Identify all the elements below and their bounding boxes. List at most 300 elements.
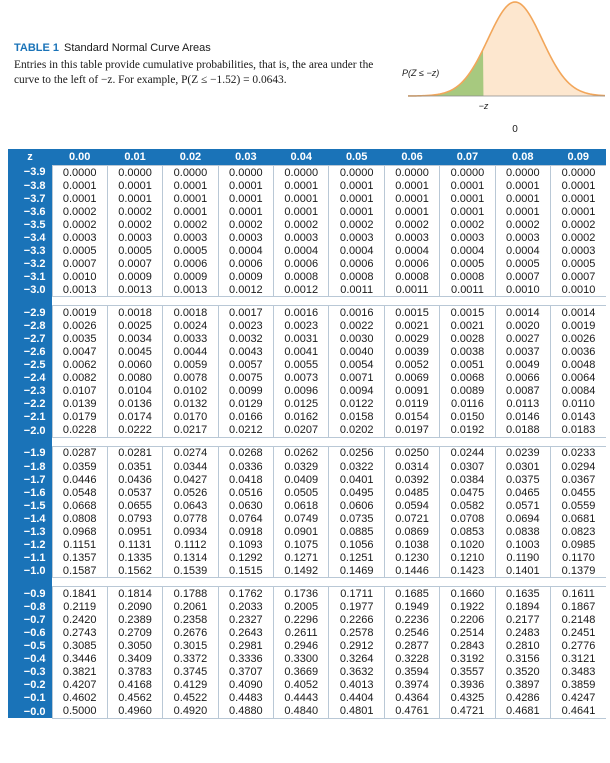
probability-cell: 0.1020 (440, 538, 495, 551)
probability-cell: 0.0885 (329, 525, 384, 538)
probability-cell: 0.0001 (218, 179, 273, 192)
probability-cell: 0.3300 (274, 653, 329, 666)
probability-cell: 0.0027 (495, 333, 550, 346)
probability-cell: 0.0031 (274, 333, 329, 346)
probability-cell: 0.2266 (329, 614, 384, 627)
table-label: TABLE 1 (14, 42, 60, 54)
probability-cell: 0.1711 (329, 587, 384, 601)
probability-cell: 0.0446 (52, 473, 107, 486)
probability-cell: 0.0038 (440, 346, 495, 359)
probability-cell: 0.0008 (384, 270, 439, 283)
z-value: −0.7 (8, 614, 52, 627)
probability-cell: 0.0007 (495, 270, 550, 283)
probability-cell: 0.4641 (551, 705, 606, 719)
probability-cell: 0.0143 (551, 411, 606, 424)
probability-cell: 0.0002 (218, 218, 273, 231)
probability-cell: 0.3085 (52, 640, 107, 653)
z-value: −2.5 (8, 359, 52, 372)
probability-cell: 0.0166 (218, 411, 273, 424)
probability-cell: 0.0039 (384, 346, 439, 359)
probability-cell: 0.2090 (107, 600, 162, 613)
probability-cell: 0.4247 (551, 692, 606, 705)
probability-cell: 0.5000 (52, 705, 107, 719)
probability-cell: 0.1075 (274, 538, 329, 551)
probability-cell: 0.4129 (163, 679, 218, 692)
probability-cell: 0.0485 (384, 486, 439, 499)
neg-z-label: −z (478, 101, 489, 111)
probability-cell: 0.1685 (384, 587, 439, 601)
probability-cell: 0.0082 (52, 372, 107, 385)
probability-cell: 0.2061 (163, 600, 218, 613)
z-value: −3.3 (8, 244, 52, 257)
probability-cell: 0.1379 (551, 564, 606, 578)
probability-cell: 0.0001 (329, 205, 384, 218)
probability-cell: 0.0018 (163, 306, 218, 320)
probability-cell: 0.0004 (218, 244, 273, 257)
probability-cell: 0.0006 (218, 257, 273, 270)
probability-cell: 0.0262 (274, 446, 329, 460)
probability-cell: 0.0681 (551, 512, 606, 525)
probability-cell: 0.2776 (551, 640, 606, 653)
probability-cell: 0.0571 (495, 499, 550, 512)
probability-cell: 0.0287 (52, 446, 107, 460)
probability-cell: 0.2578 (329, 627, 384, 640)
probability-cell: 0.0294 (551, 460, 606, 473)
probability-cell: 0.2119 (52, 600, 107, 613)
probability-cell: 0.0113 (495, 398, 550, 411)
probability-cell: 0.0066 (495, 372, 550, 385)
probability-cell: 0.0024 (163, 320, 218, 333)
probability-cell: 0.0146 (495, 411, 550, 424)
probability-cell: 0.0044 (163, 346, 218, 359)
probability-cell: 0.0139 (52, 398, 107, 411)
probability-cell: 0.0054 (329, 359, 384, 372)
probability-cell: 0.0033 (163, 333, 218, 346)
probability-cell: 0.1401 (495, 564, 550, 578)
column-header: 0.04 (274, 149, 329, 166)
probability-cell: 0.1841 (52, 587, 107, 601)
table-row (8, 306, 606, 320)
probability-cell: 0.0011 (440, 283, 495, 297)
probability-cell: 0.4761 (384, 705, 439, 719)
z-value: −0.0 (8, 705, 52, 719)
table-row (8, 257, 606, 270)
column-header: 0.03 (218, 149, 273, 166)
probability-cell: 0.0001 (384, 205, 439, 218)
probability-cell: 0.0001 (163, 179, 218, 192)
probability-cell: 0.0000 (440, 166, 495, 180)
probability-cell: 0.1003 (495, 538, 550, 551)
z-value: −3.7 (8, 192, 52, 205)
probability-cell: 0.0708 (440, 512, 495, 525)
table-row (8, 270, 606, 283)
probability-cell: 0.0001 (218, 192, 273, 205)
probability-cell: 0.1660 (440, 587, 495, 601)
column-header: 0.01 (107, 149, 162, 166)
probability-cell: 0.0002 (107, 205, 162, 218)
probability-cell: 0.2483 (495, 627, 550, 640)
probability-cell: 0.0256 (329, 446, 384, 460)
probability-cell: 0.1335 (107, 551, 162, 564)
z-value: −3.0 (8, 283, 52, 297)
z-value: −3.9 (8, 166, 52, 180)
separator-cell (8, 578, 52, 587)
probability-cell: 0.1230 (384, 551, 439, 564)
probability-cell: 0.2327 (218, 614, 273, 627)
z-value: −1.0 (8, 564, 52, 578)
probability-cell: 0.0838 (495, 525, 550, 538)
table-row (8, 564, 606, 578)
probability-cell: 0.1038 (384, 538, 439, 551)
probability-cell: 0.0606 (329, 499, 384, 512)
table-row (8, 473, 606, 486)
probability-cell: 0.0735 (329, 512, 384, 525)
probability-cell: 0.2296 (274, 614, 329, 627)
probability-cell: 0.1539 (163, 564, 218, 578)
probability-cell: 0.0009 (107, 270, 162, 283)
probability-cell: 0.0003 (384, 231, 439, 244)
column-header-row (8, 149, 606, 166)
probability-cell: 0.0869 (384, 525, 439, 538)
probability-cell: 0.0384 (440, 473, 495, 486)
table-row (8, 653, 606, 666)
probability-cell: 0.0918 (218, 525, 273, 538)
probability-cell: 0.2148 (551, 614, 606, 627)
table-row (8, 627, 606, 640)
probability-cell: 0.0022 (329, 320, 384, 333)
probability-cell: 0.0001 (551, 179, 606, 192)
z-value: −3.2 (8, 257, 52, 270)
probability-cell: 0.0015 (384, 306, 439, 320)
probability-cell: 0.0823 (551, 525, 606, 538)
z-value: −2.9 (8, 306, 52, 320)
probability-cell: 0.0764 (218, 512, 273, 525)
probability-cell: 0.1949 (384, 600, 439, 613)
z-value: −1.2 (8, 538, 52, 551)
probability-cell: 0.4483 (218, 692, 273, 705)
probability-cell: 0.0336 (218, 460, 273, 473)
probability-cell: 0.3745 (163, 666, 218, 679)
probability-cell: 0.0071 (329, 372, 384, 385)
probability-cell: 0.3336 (218, 653, 273, 666)
probability-cell: 0.0004 (329, 244, 384, 257)
probability-cell: 0.0051 (440, 359, 495, 372)
column-header: 0.08 (495, 149, 550, 166)
probability-cell: 0.0001 (440, 205, 495, 218)
probability-cell: 0.0001 (274, 192, 329, 205)
probability-cell: 0.0001 (440, 179, 495, 192)
probability-cell: 0.0049 (495, 359, 550, 372)
probability-cell: 0.0778 (163, 512, 218, 525)
probability-cell: 0.0694 (495, 512, 550, 525)
z-value: −0.3 (8, 666, 52, 679)
probability-cell: 0.0010 (495, 283, 550, 297)
probability-cell: 0.2033 (218, 600, 273, 613)
z-column-header: z (8, 149, 52, 166)
probability-cell: 0.0001 (551, 192, 606, 205)
probability-cell: 0.1736 (274, 587, 329, 601)
probability-cell: 0.4168 (107, 679, 162, 692)
probability-cell: 0.0015 (440, 306, 495, 320)
probability-cell: 0.0436 (107, 473, 162, 486)
probability-cell: 0.1151 (52, 538, 107, 551)
probability-cell: 0.0537 (107, 486, 162, 499)
probability-cell: 0.0003 (218, 231, 273, 244)
probability-cell: 0.0655 (107, 499, 162, 512)
probability-cell: 0.0052 (384, 359, 439, 372)
probability-cell: 0.0001 (384, 192, 439, 205)
probability-cell: 0.0192 (440, 424, 495, 438)
table-row (8, 460, 606, 473)
probability-cell: 0.3015 (163, 640, 218, 653)
probability-cell: 0.3264 (329, 653, 384, 666)
probability-cell: 0.0001 (274, 179, 329, 192)
probability-cell: 0.0119 (384, 398, 439, 411)
probability-cell: 0.0002 (495, 218, 550, 231)
probability-cell: 0.0104 (107, 385, 162, 398)
separator-cell (52, 578, 606, 587)
probability-cell: 0.2389 (107, 614, 162, 627)
probability-cell: 0.0107 (52, 385, 107, 398)
probability-cell: 0.0162 (274, 411, 329, 424)
probability-cell: 0.0314 (384, 460, 439, 473)
probability-cell: 0.3859 (551, 679, 606, 692)
probability-cell: 0.0005 (163, 244, 218, 257)
probability-cell: 0.0001 (440, 192, 495, 205)
probability-cell: 0.0010 (551, 283, 606, 297)
probability-cell: 0.0150 (440, 411, 495, 424)
probability-cell: 0.4443 (274, 692, 329, 705)
probability-cell: 0.0125 (274, 398, 329, 411)
table-row (8, 486, 606, 499)
probability-cell: 0.0274 (163, 446, 218, 460)
probability-cell: 0.0043 (218, 346, 273, 359)
probability-cell: 0.4325 (440, 692, 495, 705)
probability-cell: 0.1788 (163, 587, 218, 601)
probability-cell: 0.0003 (163, 231, 218, 244)
probability-cell: 0.1515 (218, 564, 273, 578)
probability-cell: 0.3632 (329, 666, 384, 679)
group-separator (8, 437, 606, 446)
probability-cell: 0.0582 (440, 499, 495, 512)
probability-cell: 0.0012 (274, 283, 329, 297)
probability-cell: 0.3192 (440, 653, 495, 666)
probability-cell: 0.0018 (107, 306, 162, 320)
probability-cell: 0.0008 (329, 270, 384, 283)
table-row (8, 244, 606, 257)
probability-cell: 0.2676 (163, 627, 218, 640)
probability-cell: 0.4404 (329, 692, 384, 705)
z-value: −1.8 (8, 460, 52, 473)
probability-cell: 0.0057 (218, 359, 273, 372)
probability-cell: 0.2206 (440, 614, 495, 627)
probability-cell: 0.1131 (107, 538, 162, 551)
probability-cell: 0.1170 (551, 551, 606, 564)
probability-cell: 0.0002 (163, 218, 218, 231)
probability-cell: 0.0025 (107, 320, 162, 333)
probability-cell: 0.0392 (384, 473, 439, 486)
probability-cell: 0.1894 (495, 600, 550, 613)
probability-cell: 0.0268 (218, 446, 273, 460)
probability-cell: 0.3050 (107, 640, 162, 653)
probability-cell: 0.1635 (495, 587, 550, 601)
probability-cell: 0.0495 (329, 486, 384, 499)
probability-cell: 0.0009 (218, 270, 273, 283)
probability-cell: 0.0853 (440, 525, 495, 538)
probability-cell: 0.2611 (274, 627, 329, 640)
probability-cell: 0.0001 (163, 205, 218, 218)
curve-area (408, 2, 605, 96)
probability-cell: 0.4207 (52, 679, 107, 692)
probability-cell: 0.0222 (107, 424, 162, 438)
probability-cell: 0.1762 (218, 587, 273, 601)
probability-cell: 0.0559 (551, 499, 606, 512)
z-value: −2.2 (8, 398, 52, 411)
probability-cell: 0.4681 (495, 705, 550, 719)
probability-cell: 0.0002 (551, 218, 606, 231)
probability-cell: 0.0026 (551, 333, 606, 346)
probability-cell: 0.0011 (329, 283, 384, 297)
probability-cell: 0.0003 (551, 244, 606, 257)
probability-cell: 0.0217 (163, 424, 218, 438)
probability-cell: 0.0239 (495, 446, 550, 460)
table-row (8, 640, 606, 653)
probability-cell: 0.4840 (274, 705, 329, 719)
probability-cell: 0.0301 (495, 460, 550, 473)
probability-cell: 0.1093 (218, 538, 273, 551)
table-row (8, 205, 606, 218)
probability-cell: 0.1469 (329, 564, 384, 578)
z-value: −3.8 (8, 179, 52, 192)
probability-cell: 0.4364 (384, 692, 439, 705)
probability-cell: 0.3483 (551, 666, 606, 679)
probability-cell: 0.3446 (52, 653, 107, 666)
probability-cell: 0.0465 (495, 486, 550, 499)
probability-cell: 0.0037 (495, 346, 550, 359)
probability-cell: 0.0004 (274, 244, 329, 257)
probability-cell: 0.0073 (274, 372, 329, 385)
column-header: 0.07 (440, 149, 495, 166)
probability-cell: 0.0401 (329, 473, 384, 486)
probability-cell: 0.0418 (218, 473, 273, 486)
probability-cell: 0.0091 (384, 385, 439, 398)
probability-cell: 0.3156 (495, 653, 550, 666)
probability-cell: 0.0003 (440, 231, 495, 244)
probability-cell: 0.1922 (440, 600, 495, 613)
probability-cell: 0.0001 (495, 205, 550, 218)
probability-cell: 0.0179 (52, 411, 107, 424)
table-row (8, 192, 606, 205)
probability-cell: 0.2877 (384, 640, 439, 653)
probability-cell: 0.0001 (329, 192, 384, 205)
z-value: −3.5 (8, 218, 52, 231)
z-value: −1.3 (8, 525, 52, 538)
probability-cell: 0.0003 (52, 231, 107, 244)
probability-cell: 0.3228 (384, 653, 439, 666)
probability-cell: 0.0012 (218, 283, 273, 297)
probability-cell: 0.0001 (52, 179, 107, 192)
probability-cell: 0.0250 (384, 446, 439, 460)
probability-cell: 0.4602 (52, 692, 107, 705)
separator-cell (52, 297, 606, 306)
column-header: 0.00 (52, 149, 107, 166)
probability-cell: 0.1611 (551, 587, 606, 601)
probability-cell: 0.4880 (218, 705, 273, 719)
probability-cell: 0.0985 (551, 538, 606, 551)
probability-cell: 0.2005 (274, 600, 329, 613)
probability-cell: 0.0080 (107, 372, 162, 385)
probability-cell: 0.0643 (163, 499, 218, 512)
probability-cell: 0.0013 (52, 283, 107, 297)
probability-cell: 0.0019 (52, 306, 107, 320)
probability-cell: 0.0001 (495, 179, 550, 192)
z-value: −1.4 (8, 512, 52, 525)
table-row (8, 398, 606, 411)
probability-cell: 0.0001 (52, 192, 107, 205)
zero-label: 0 (512, 124, 518, 135)
probability-cell: 0.0000 (495, 166, 550, 180)
z-value: −0.4 (8, 653, 52, 666)
probability-cell: 0.0030 (329, 333, 384, 346)
probability-cell: 0.0188 (495, 424, 550, 438)
table-row (8, 411, 606, 424)
probability-cell: 0.4960 (107, 705, 162, 719)
z-value: −1.1 (8, 551, 52, 564)
probability-cell: 0.0951 (107, 525, 162, 538)
z-value: −0.6 (8, 627, 52, 640)
table-header (0, 0, 610, 148)
z-value: −2.1 (8, 411, 52, 424)
probability-cell: 0.1814 (107, 587, 162, 601)
probability-cell: 0.0000 (52, 166, 107, 180)
probability-cell: 0.1190 (495, 551, 550, 564)
z-table (8, 149, 606, 719)
probability-cell: 0.0068 (440, 372, 495, 385)
z-value: −1.7 (8, 473, 52, 486)
probability-cell: 0.0002 (551, 231, 606, 244)
table-row (8, 320, 606, 333)
probability-cell: 0.0045 (107, 346, 162, 359)
probability-cell: 0.0158 (329, 411, 384, 424)
probability-cell: 0.0048 (551, 359, 606, 372)
probability-cell: 0.0001 (218, 205, 273, 218)
probability-cell: 0.2546 (384, 627, 439, 640)
probability-cell: 0.0016 (274, 306, 329, 320)
table-title (14, 42, 211, 54)
probability-cell: 0.4522 (163, 692, 218, 705)
probability-cell: 0.4286 (495, 692, 550, 705)
probability-cell: 0.0001 (274, 205, 329, 218)
table-row (8, 614, 606, 627)
probability-cell: 0.0084 (551, 385, 606, 398)
probability-cell: 0.1357 (52, 551, 107, 564)
separator-cell (8, 437, 52, 446)
probability-cell: 0.1587 (52, 564, 107, 578)
z-value: −2.4 (8, 372, 52, 385)
probability-cell: 0.0041 (274, 346, 329, 359)
z-value: −1.6 (8, 486, 52, 499)
probability-cell: 0.0116 (440, 398, 495, 411)
table-row (8, 424, 606, 438)
probability-cell: 0.0207 (274, 424, 329, 438)
probability-cell: 0.0808 (52, 512, 107, 525)
probability-cell: 0.1210 (440, 551, 495, 564)
probability-cell: 0.0006 (384, 257, 439, 270)
probability-cell: 0.0630 (218, 499, 273, 512)
z-value: −3.1 (8, 270, 52, 283)
probability-cell: 0.0064 (551, 372, 606, 385)
table-row (8, 551, 606, 564)
